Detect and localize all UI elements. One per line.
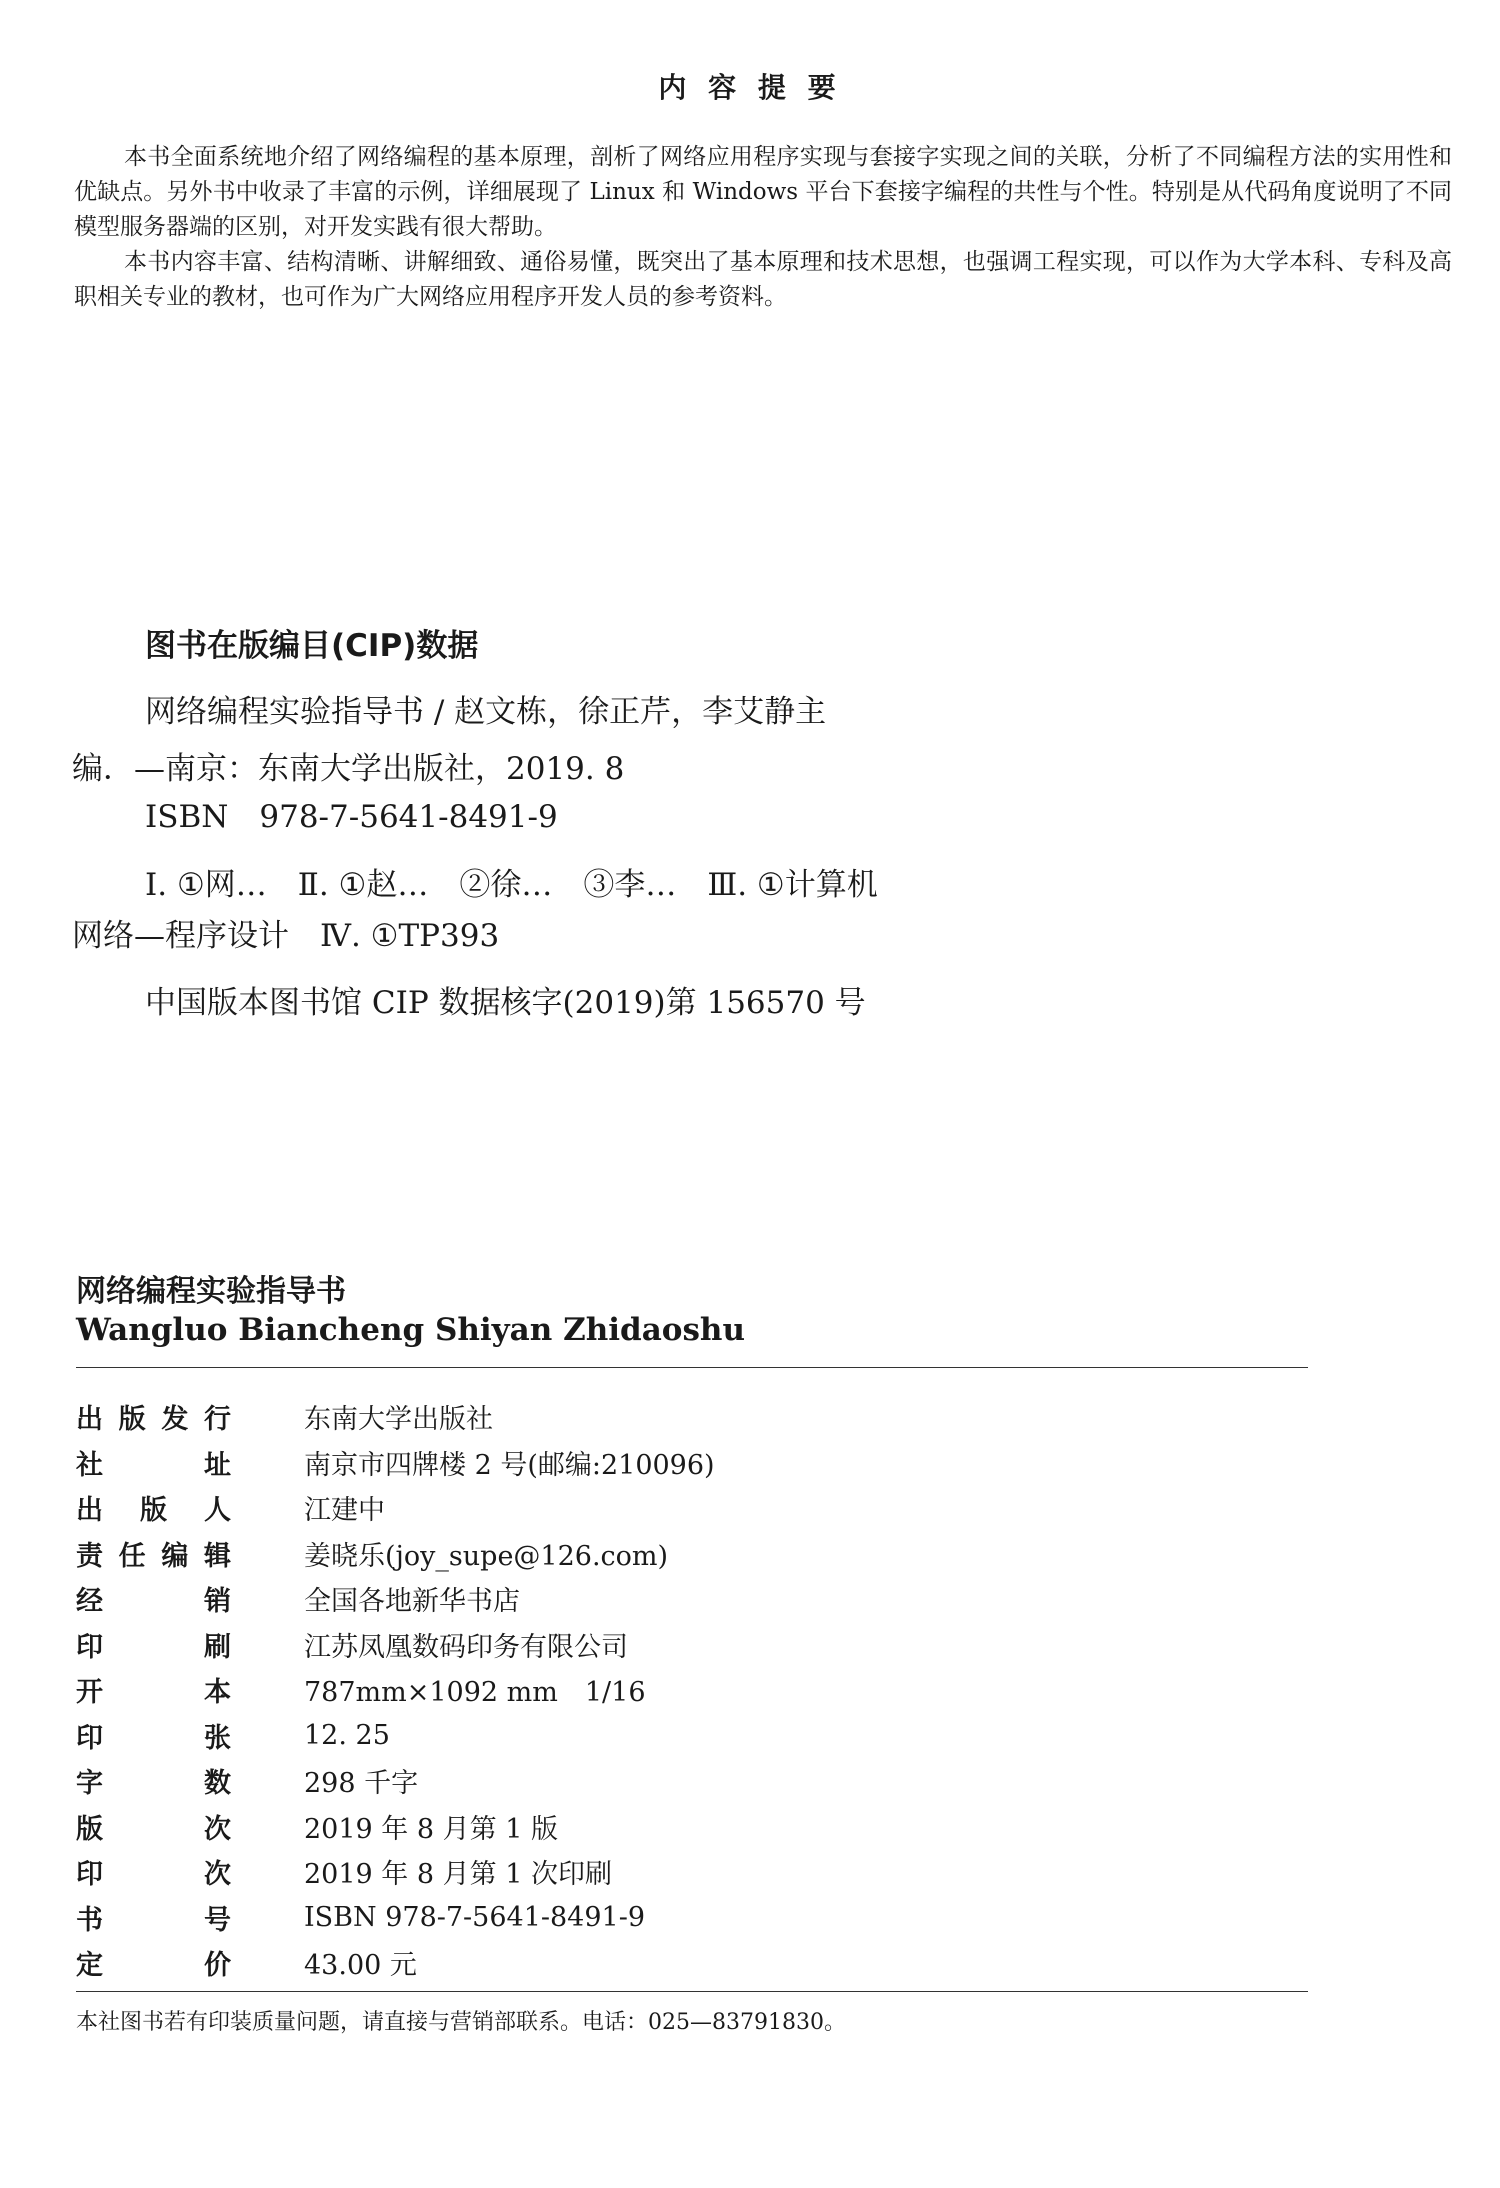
cip-line: 网络编程实验指导书 / 赵文栋，徐正芹，李艾静主	[145, 694, 827, 730]
publication-info-label	[76, 1488, 231, 1527]
label-char: 版	[76, 1813, 103, 1845]
summary-paragraph: 本书全面系统地介绍了网络编程的基本原理，剖析了网络应用程序实现与套接字实现之间的关联，分析了不同编程方法的实用性和优缺点。另外书中收录了丰富的示例，详细展现了 Linux 和 Windows 平台下套接字编程的共性与个性。特别是从代码角度说明了不同模型服务器端的区别，对开发实践有很大帮助。	[74, 144, 1452, 240]
label-char: 发	[161, 1404, 189, 1436]
label-char: 印	[76, 1859, 103, 1891]
label-char: 社	[76, 1449, 103, 1481]
divider-bottom	[76, 1991, 1308, 1992]
publication-info-label	[76, 1625, 231, 1664]
label-char: 编	[161, 1540, 189, 1572]
publication-info-value: 全国各地新华书店	[304, 1586, 520, 1618]
publication-info-value: 787mm×1092 mm 1/16	[304, 1677, 646, 1709]
label-char: 数	[204, 1768, 231, 1800]
publication-info-row	[76, 1394, 715, 1440]
label-char: 版	[118, 1404, 146, 1436]
publication-info-label	[76, 1761, 231, 1800]
label-char: 人	[204, 1495, 231, 1527]
publication-info-value: 南京市四牌楼 2 号(邮编:210096)	[304, 1449, 715, 1481]
label-char: 责	[76, 1540, 103, 1572]
publication-info-label	[76, 1716, 231, 1755]
label-char: 张	[204, 1722, 231, 1754]
label-char: 行	[203, 1404, 231, 1436]
label-char: 定	[76, 1950, 103, 1982]
publication-info-label	[76, 1397, 231, 1436]
book-title-pinyin: Wangluo Biancheng Shiyan Zhidaoshu	[76, 1312, 745, 1348]
book-title: 网络编程实验指导书	[76, 1274, 346, 1309]
label-char: 价	[204, 1950, 231, 1982]
cip-classification: Ⅰ. ①网… Ⅱ. ①赵… ②徐… ③李… Ⅲ. ①计算机	[145, 867, 878, 903]
publication-info-row	[76, 1713, 715, 1759]
publication-info-label	[76, 1943, 231, 1982]
publication-info-label	[76, 1670, 231, 1709]
label-char: 出	[76, 1404, 103, 1436]
label-char: 印	[76, 1631, 103, 1663]
cip-line: 编．—南京：东南大学出版社，2019. 8	[72, 751, 625, 787]
publication-info-value: 东南大学出版社	[304, 1404, 493, 1436]
label-char: 次	[204, 1859, 231, 1891]
publication-info-value: 江建中	[304, 1495, 385, 1527]
publication-info-value: 298 千字	[304, 1768, 419, 1800]
label-char: 辑	[203, 1540, 231, 1572]
publication-info-label	[76, 1443, 231, 1482]
cip-heading: 图书在版编目(CIP)数据	[145, 628, 479, 664]
label-char: 址	[204, 1449, 231, 1481]
publication-info-row	[76, 1485, 715, 1531]
publication-info-value: 12. 25	[304, 1719, 390, 1751]
publication-info-value: 2019 年 8 月第 1 版	[304, 1813, 558, 1845]
summary-title: 内 容 提 要	[658, 71, 842, 104]
label-char: 出	[76, 1495, 103, 1527]
publication-info-value: 姜晓乐(joy_supe@126.com)	[304, 1540, 669, 1572]
publication-info-row	[76, 1667, 715, 1713]
label-char: 书	[76, 1904, 103, 1936]
label-char: 次	[204, 1813, 231, 1845]
publication-info-label	[76, 1898, 231, 1937]
publication-info-value: 43.00 元	[304, 1950, 417, 1982]
label-char: 开	[76, 1677, 103, 1709]
label-char: 经	[76, 1586, 103, 1618]
publication-info-row	[76, 1895, 715, 1941]
publication-info-value: 2019 年 8 月第 1 次印刷	[304, 1859, 612, 1891]
summary-body	[74, 140, 1452, 315]
divider-top	[76, 1367, 1308, 1368]
cip-isbn: ISBN 978-7-5641-8491-9	[145, 799, 558, 835]
publication-info-row	[76, 1940, 715, 1986]
cip-record-number: 中国版本图书馆 CIP 数据核字(2019)第 156570 号	[145, 985, 866, 1021]
publication-info-row	[76, 1440, 715, 1486]
label-char: 任	[118, 1540, 146, 1572]
publication-info-label	[76, 1807, 231, 1846]
publication-info-label	[76, 1579, 231, 1618]
footer-note: 本社图书若有印装质量问题，请直接与营销部联系。电话：025—83791830。	[76, 2010, 846, 2035]
label-char: 字	[76, 1768, 103, 1800]
publication-info-table	[76, 1394, 715, 1986]
label-char: 刷	[204, 1631, 231, 1663]
publication-info-row	[76, 1849, 715, 1895]
summary-paragraph: 本书内容丰富、结构清晰、讲解细致、通俗易懂，既突出了基本原理和技术思想，也强调工程实现，可以作为大学本科、专科及高职相关专业的教材，也可作为广大网络应用程序开发人员的参考资料。	[74, 249, 1452, 310]
cip-classification: 网络—程序设计 Ⅳ. ①TP393	[72, 918, 500, 954]
label-char: 号	[204, 1904, 231, 1936]
publication-info-row	[76, 1531, 715, 1577]
publication-info-row	[76, 1758, 715, 1804]
label-char: 本	[204, 1677, 231, 1709]
publication-info-row	[76, 1622, 715, 1668]
publication-info-row	[76, 1576, 715, 1622]
label-char: 印	[76, 1722, 103, 1754]
label-char: 销	[204, 1586, 231, 1618]
publication-info-label	[76, 1852, 231, 1891]
label-char: 版	[140, 1495, 167, 1527]
publication-info-value: ISBN 978-7-5641-8491-9	[304, 1901, 646, 1933]
publication-info-label	[76, 1534, 231, 1573]
publication-info-row	[76, 1804, 715, 1850]
publication-info-value: 江苏凤凰数码印务有限公司	[304, 1631, 628, 1663]
